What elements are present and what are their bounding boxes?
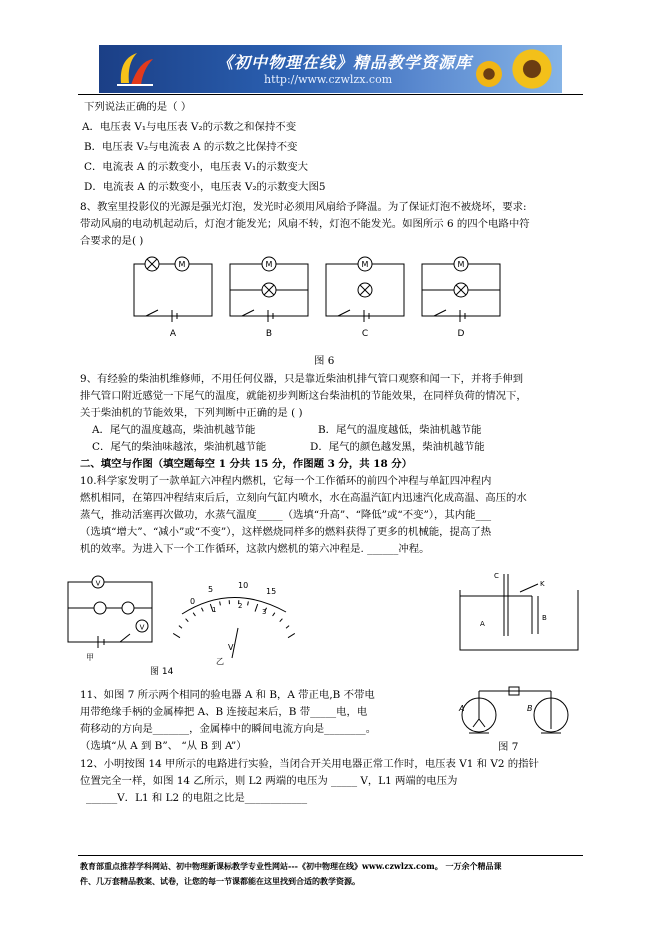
label-a: A <box>480 620 485 628</box>
meter-tick-mark <box>201 608 203 612</box>
figure-7-electroscopes <box>455 683 575 743</box>
figure-7-caption: 图 7 <box>498 741 519 753</box>
q10-line-5: 机的效率。为进入下一个工作循环，这款内燃机的第六冲程是. ______冲程。 <box>80 543 430 555</box>
circuit-label: B <box>265 329 273 339</box>
q10-line-3: 蒸气，推动活塞再次做功，水蒸气温度_____（选填“升高”、“降低”或“不变”），其内能___ <box>80 509 492 521</box>
meter-tick-mark <box>255 604 258 612</box>
circuit-a <box>134 257 212 339</box>
meter-tick-mark <box>220 601 221 605</box>
q12-line-2: 位置完全一样，如图 14 乙所示，则 L2 两端的电压为 _____ V，L1 两端的电压为 <box>80 775 458 787</box>
section-2-heading: 二、填空与作图（填空题每空 1 分共 15 分，作图题 3 分，共 18 分） <box>80 458 413 470</box>
meter-inner-tick-1: 1 <box>212 606 217 614</box>
voltmeter-v2-label: V <box>139 623 145 632</box>
meter-inner-tick-2: 2 <box>238 602 243 610</box>
footer-divider <box>78 855 583 856</box>
site-logo-icon <box>113 49 157 89</box>
meter-inner-tick-3: 3 <box>262 608 267 616</box>
meter-tick-mark <box>273 613 275 616</box>
meter-tick-mark <box>179 626 182 629</box>
label-b: B <box>542 614 547 622</box>
voltmeter-v1-label: V <box>95 579 101 588</box>
fig7-label-b: B <box>527 704 533 713</box>
figure-6-circuits <box>130 248 520 348</box>
meter-tick-mark <box>173 633 180 637</box>
fig7-label-a: A <box>459 704 465 713</box>
banner-title: 《初中物理在线》精品教学资源库 <box>217 53 473 72</box>
q10-line-4: （选填“增大”、“减小”或“不变”），这样燃烧同样多的燃料获得了更多的机械能，提高了热 <box>80 526 492 538</box>
motor-label: M <box>457 260 465 269</box>
meter-tick-10: 10 <box>238 581 249 590</box>
figure-14 <box>62 568 352 686</box>
meter-tick-mark <box>280 619 283 622</box>
q11-line-1: 11、如图 7 所示两个相同的验电器 A 和 B，A 带正电,B 不带电 <box>80 689 375 701</box>
meter-tick-mark <box>193 613 195 616</box>
q11-line-3: 荷移动的方向是_______，金属棒中的瞬间电流方向是________。 <box>80 723 377 735</box>
header-banner <box>99 45 562 93</box>
motor-label: M <box>178 260 186 269</box>
circuit-d <box>422 257 500 339</box>
figure-14-jia: 甲 <box>86 653 94 662</box>
circuit-label: A <box>169 329 177 339</box>
q12-line-1: 12、小明按图 14 甲所示的电路进行实验，当闭合开关用电器正常工作时，电压表 V1 和 V2 的指针 <box>80 758 539 770</box>
q9-option-b: B．尾气的温度越低，柴油机越节能 <box>318 424 482 436</box>
circuit-c <box>326 257 404 339</box>
q7-option-c: C．电流表 A 的示数变小，电压表 V₁的示数变大 <box>84 161 309 173</box>
header-divider <box>78 94 583 95</box>
q10-line-2: 燃机相同，在第四冲程结束后后，立刻向气缸内喷水，水在高温汽缸内迅速汽化成高温、高压的水 <box>80 492 527 504</box>
q9-option-a: A．尾气的温度越高，柴油机越节能 <box>92 424 256 436</box>
footer-line-1: 教育部重点推荐学科网站、初中物理新课标教学专业性网站---《初中物理在线》www.czwlzx.com。 一万余个精品课 <box>80 861 502 871</box>
q9-line-2: 排气管口附近感觉一下尾气的温度，就能初步判断这台柴油机的节能效果，在同样负荷的情况下， <box>80 390 527 402</box>
motor-label: M <box>265 260 273 269</box>
meter-tick-mark <box>186 619 189 622</box>
q10-line-1: 10.科学家发明了一款单缸六冲程内燃机，它每一个工作循环的前四个冲程与单缸四冲程内 <box>80 475 492 487</box>
figure-14-yi: 乙 <box>216 657 224 666</box>
meter-tick-5: 5 <box>208 585 214 594</box>
label-k: K <box>540 580 545 588</box>
circuit-b <box>230 257 308 339</box>
q8-line-3: 合要求的是( ) <box>80 235 144 247</box>
meter-tick-0: 0 <box>190 597 196 606</box>
sunflower-icon <box>474 59 504 89</box>
q7-option-b: B．电压表 V₂与电流表 A 的示数之比保持不变 <box>84 141 298 153</box>
figure-14-caption: 图 14 <box>150 667 174 677</box>
meter-tick-mark <box>248 601 249 605</box>
figure-6-caption: 图 6 <box>314 355 335 367</box>
q11-line-4: （选填“从 A 到 B”、 “从 B 到 A”） <box>80 740 247 752</box>
meter-tick-mark <box>288 633 295 637</box>
q9-option-d: D．尾气的颜色越发黑，柴油机越节能 <box>310 441 485 453</box>
label-c: C <box>494 572 499 580</box>
motor-label: M <box>361 260 369 269</box>
meter-tick-mark <box>286 626 289 629</box>
banner-url[interactable]: http://www.czwlzx.com <box>264 73 393 86</box>
meter-tick-15: 15 <box>266 587 277 596</box>
q9-line-1: 9、有经验的柴油机维修师，不用任何仪器，只是靠近柴油机排气管口观察和闻一下，并将手伸到 <box>80 373 524 385</box>
sunflower-icon <box>510 47 554 91</box>
circuit-label: D <box>457 329 465 339</box>
q12-line-3: ______V．L1 和 L2 的电阻之比是____________ <box>86 792 308 804</box>
meter-letter: V <box>228 643 234 652</box>
footer-line-2: 件、几万套精品教案、试卷，让您的每一节课都能在这里找到合适的教学资源。 <box>80 876 360 886</box>
circuit-label: C <box>361 329 369 339</box>
q9-line-3: 关于柴油机的节能效果，下列判断中正确的是 ( ) <box>80 407 303 419</box>
q9-option-c: C．尾气的柴油味越浓，柴油机越节能 <box>92 441 267 453</box>
q8-line-2: 带动风扇的电动机起动后，灯泡才能发光；风扇不转，灯泡不能发光。如图所示 6 的四个电路中符 <box>80 218 530 230</box>
q7-option-a: A．电压表 V₁与电压表 V₂的示数之和保持不变 <box>82 121 297 133</box>
q7-prompt: 下列说法正确的是（ ） <box>84 101 192 113</box>
q11-line-2: 用带绝缘手柄的金属棒把 A、B 连接起来后，B 带_____电，电 <box>80 706 368 718</box>
q7-option-d: D．电流表 A 的示数变小，电压表 V₂的示数变大图5 <box>84 181 326 193</box>
figure-tube-apparatus <box>458 570 586 660</box>
q8-line-1: 8、教室里投影仪的光源是强光灯泡，发光时必须用风扇给予降温。为了保证灯泡不被烧坏，要求: <box>80 201 527 213</box>
